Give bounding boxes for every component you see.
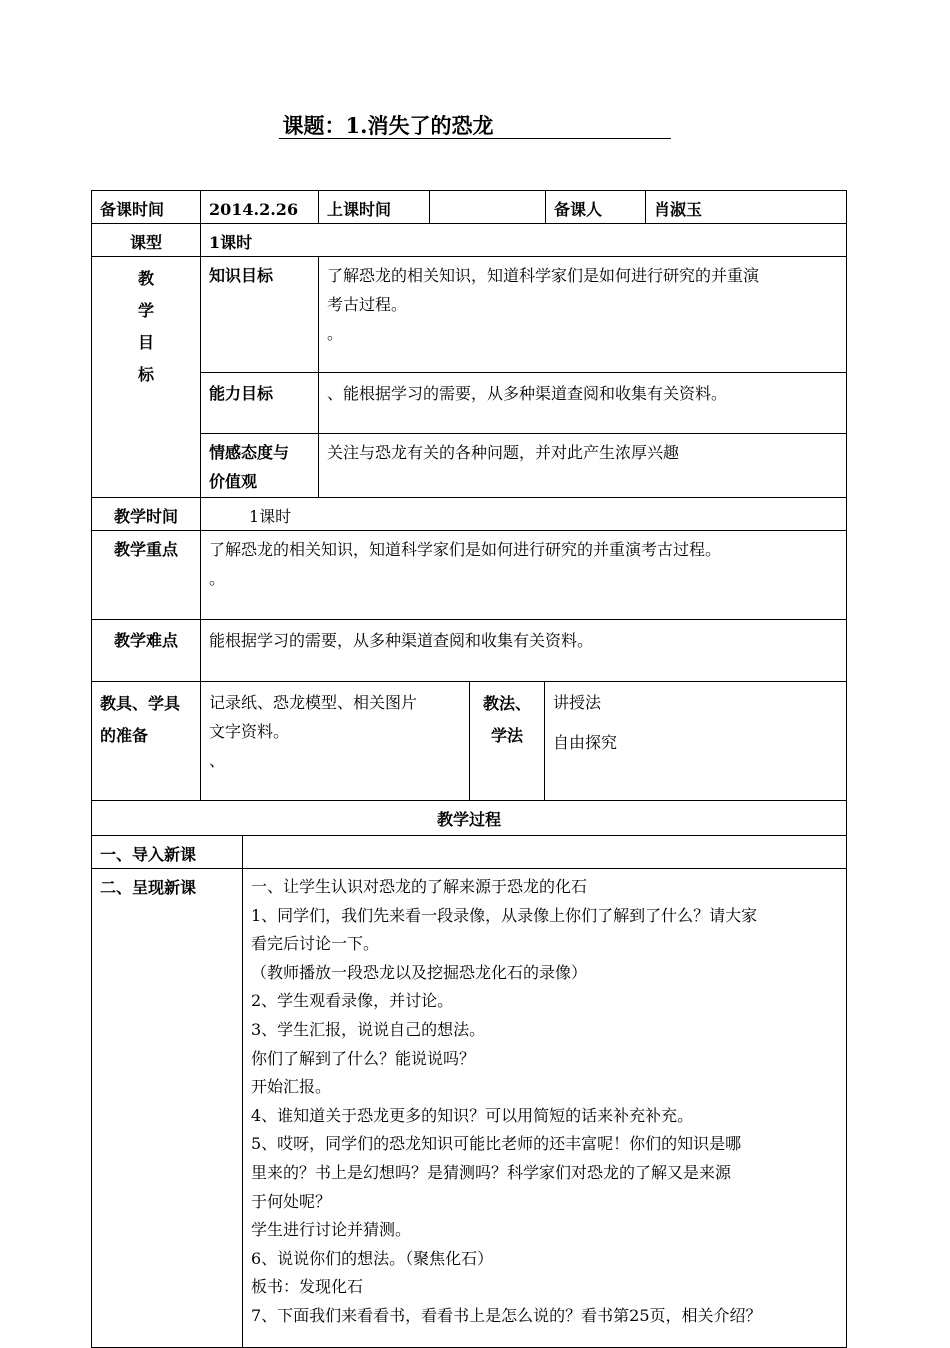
class-time-label: 上课时间 (318, 190, 430, 224)
difficulties-text: 能根据学习的需要，从多种渠道查阅和收集有关资料。 (200, 619, 847, 682)
class-time-value (429, 190, 546, 224)
section2-label: 二、呈现新课 (91, 868, 243, 1348)
objectives-label (91, 256, 201, 498)
materials-line: 记录纸、恐龙模型、相关图片 (209, 693, 418, 712)
section2-line: （教师播放一段恐龙以及挖掘恐龙化石的录像） (251, 962, 588, 982)
section2-line: 7、下面我们来看看书，看看书上是怎么说的？看书第25页，相关介绍？ (251, 1305, 762, 1325)
key-points-line: 。 (209, 569, 226, 588)
lesson-type-value: 1课时 (200, 223, 847, 257)
title-text: 1.消失了的恐龙 (345, 113, 494, 138)
ability-label: 能力目标 (200, 372, 319, 434)
title-label: 课题： (282, 113, 346, 138)
method-line: 自由探究 (553, 733, 618, 752)
materials-line: 、 (209, 751, 226, 770)
section2-line: 板书：发现化石 (251, 1277, 364, 1297)
lesson-type-label: 课型 (91, 223, 201, 257)
section2-line: 5、哎呀，同学们的恐龙知识可能比老师的还丰富呢！你们的知识是哪 (251, 1134, 742, 1154)
teaching-time-value: 1课时 (200, 497, 847, 531)
emotion-label-line: 价值观 (209, 472, 258, 491)
section2-line: 里来的？书上是幻想吗？是猜测吗？科学家们对恐龙的了解又是来源 (251, 1162, 732, 1182)
section2-line: 你们了解到了什么？能说说吗？ (251, 1048, 476, 1068)
key-points-label: 教学重点 (91, 530, 201, 620)
section2-line: 开始汇报。 (251, 1077, 332, 1097)
knowledge-line: 考古过程。 (327, 295, 408, 314)
objectives-char-3: 目 (137, 333, 154, 352)
section1-label: 一、导入新课 (91, 835, 243, 869)
teacher-value: 肖淑玉 (645, 190, 847, 224)
section2-line: 看完后讨论一下。 (251, 934, 380, 954)
page-title (0, 112, 950, 140)
materials-label (91, 681, 201, 801)
section2-line: 1、同学们，我们先来看一段录像，从录像上你们了解到了什么？请大家 (251, 905, 758, 925)
emotion-label-line: 情感态度与 (209, 443, 290, 462)
section2-line: 学生进行讨论并猜测。 (251, 1220, 412, 1240)
knowledge-line: 。 (327, 324, 344, 343)
knowledge-text (318, 256, 847, 373)
method-label (469, 681, 545, 801)
materials-label-line: 教具、学具 (100, 694, 181, 713)
section2-line: 2、学生观看录像，并讨论。 (251, 991, 454, 1011)
materials-label-line: 的准备 (100, 726, 149, 745)
method-line: 讲授法 (553, 693, 602, 712)
section1-content (242, 835, 847, 869)
process-heading: 教学过程 (91, 800, 847, 836)
prep-time-label: 备课时间 (91, 190, 201, 224)
prep-time-value: 2014.2.26 (200, 190, 319, 224)
emotion-label (200, 433, 319, 498)
ability-text: 、能根据学习的需要，从多种渠道查阅和收集有关资料。 (318, 372, 847, 434)
method-label-line: 学法 (490, 726, 523, 745)
objectives-char-2: 学 (137, 301, 154, 320)
objectives-char-4: 标 (137, 365, 154, 384)
materials-line: 文字资料。 (209, 722, 290, 741)
materials-text (200, 681, 470, 801)
method-text (544, 681, 847, 801)
objectives-char-1: 教 (137, 269, 154, 288)
section2-line: 4、谁知道关于恐龙更多的知识？可以用简短的话来补充补充。 (251, 1105, 694, 1125)
method-label-line: 教法、 (482, 694, 531, 713)
section2-line: 一、让学生认识对恐龙的了解来源于恐龙的化石 (251, 877, 588, 896)
section2-content (242, 868, 847, 1348)
knowledge-label: 知识目标 (200, 256, 319, 373)
knowledge-line: 了解恐龙的相关知识，知道科学家们是如何进行研究的并重演 (327, 266, 760, 285)
difficulties-label: 教学难点 (91, 619, 201, 682)
section2-line: 6、说说你们的想法。（聚焦化石） (251, 1248, 494, 1268)
section2-line: 3、学生汇报，说说自己的想法。 (251, 1019, 486, 1039)
teacher-label: 备课人 (545, 190, 646, 224)
emotion-text: 关注与恐龙有关的各种问题，并对此产生浓厚兴趣 (318, 433, 847, 498)
section2-line: 于何处呢？ (251, 1191, 332, 1211)
key-points-line: 了解恐龙的相关知识，知道科学家们是如何进行研究的并重演考古过程。 (209, 540, 722, 559)
teaching-time-label: 教学时间 (91, 497, 201, 531)
key-points-text (200, 530, 847, 620)
